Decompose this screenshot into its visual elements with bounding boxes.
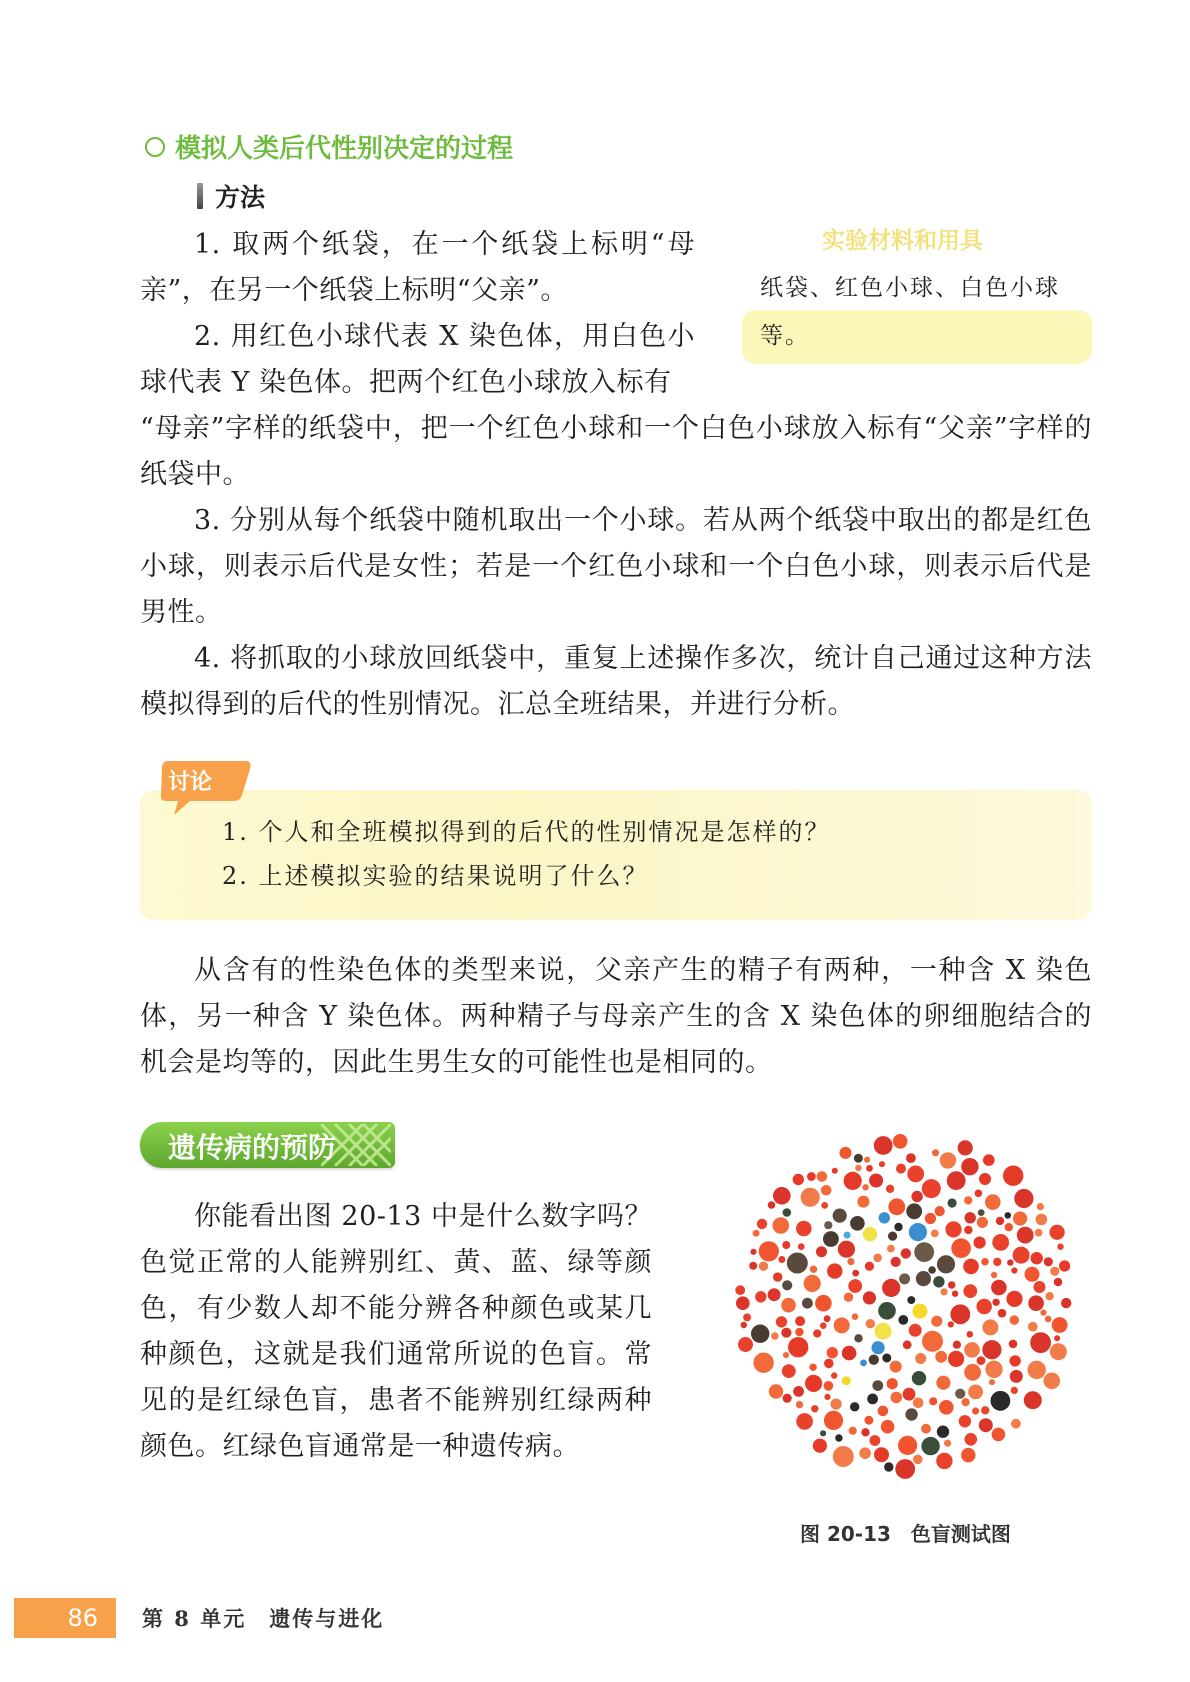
plate-dot [1017,1227,1034,1244]
plate-dot [781,1328,791,1338]
method-steps-wide [140,498,1092,728]
plate-dot [768,1288,781,1301]
plate-dot [1006,1291,1022,1307]
plate-dot [925,1213,936,1224]
materials-title: 实验材料和用具 [822,228,983,254]
plate-dot [827,1347,838,1358]
plate-dot [901,1248,911,1258]
plate-dot [1031,1252,1043,1264]
plate-dot [842,1346,857,1361]
plate-dot [757,1219,767,1229]
plate-dot [893,1134,908,1149]
plate-dot [859,1447,871,1459]
plate-dot [945,1221,961,1237]
plate-dot [898,1315,908,1325]
color-blindness-plate-image [728,1122,1084,1484]
plate-dot [1007,1259,1013,1265]
plate-dot [813,1439,827,1453]
plate-dot [1013,1247,1030,1264]
plate-dot [848,1279,862,1293]
prevention-banner-title: 遗传病的预防 [168,1131,337,1164]
plate-dot [961,1158,978,1175]
plate-dot [991,1272,997,1278]
plate-dot [850,1216,865,1231]
plate-dot [964,1342,980,1358]
plate-dot [802,1298,813,1309]
plate-dot [882,1279,900,1297]
plate-dot [810,1266,817,1273]
plate-dot [992,1234,1009,1251]
plate-dot [817,1171,828,1182]
plate-dot [992,1428,1006,1442]
plate-dot [857,1196,869,1208]
page-number: 86 [14,1598,116,1638]
plate-dot [983,1154,995,1166]
plate-dot [815,1295,832,1312]
plate-dot [840,1147,852,1159]
plate-dot [965,1212,976,1223]
plate-dot [993,1258,1001,1266]
plate-dot [1009,1340,1018,1349]
prevention-paragraph: 你能看出图 20-13 中是什么数字吗？色觉正常的人能辨别红、黄、蓝、绿等颜色，有少数人却不能分辨各种颜色或某几种颜色，这就是我们通常所说的色盲。常见的是红绿色盲，患者不能辨别红绿两种颜色。红绿色盲通常是一种遗传病。 [140,1201,652,1462]
plate-dot [974,1237,986,1249]
plate-dot [773,1217,790,1234]
plate-dot [890,1361,902,1373]
plate-dot [913,1398,924,1409]
section-title: 模拟人类后代性别决定的过程 [175,134,514,164]
plate-dot [1054,1278,1063,1287]
plate-dot [907,1296,915,1304]
plate-dot [891,1392,903,1404]
plate-dot [805,1375,822,1392]
method-heading [197,178,265,214]
plate-dot [905,1408,917,1420]
plate-dot [759,1262,768,1271]
plate-dot [1057,1244,1063,1250]
plate-dot [778,1256,785,1263]
method-step-1: 1. 取两个纸袋，在一个纸袋上标明“母亲”，在另一个纸袋上标明“父亲”。 [140,229,695,306]
plate-dot [820,1430,826,1436]
plate-dot [854,1154,863,1163]
plate-dot [912,1371,926,1385]
plate-dot [821,1202,828,1209]
plate-dot [783,1394,792,1403]
color-blindness-test-plate [728,1122,1084,1484]
discussion-questions [222,810,1082,898]
discussion-question-1: 1. 个人和全班模拟得到的后代的性别情况是怎样的？ [222,818,831,846]
plate-dot [906,1153,916,1163]
plate-dot [922,1331,943,1352]
plate-dot [862,1184,868,1190]
plate-dot [832,1168,838,1174]
plate-dot [888,1232,897,1241]
plate-dot [1040,1310,1046,1316]
plate-dot [1036,1214,1048,1226]
plate-dot [991,1280,1007,1296]
plate-dot [864,1157,870,1163]
plate-dot [831,1399,842,1410]
plate-dot [967,1331,974,1338]
plate-dot [824,1411,843,1430]
plate-dot [916,1271,931,1286]
plate-dot [776,1316,787,1327]
plate-dot [1003,1166,1023,1186]
plate-dot [773,1272,782,1281]
plate-dot [736,1296,750,1310]
plate-dot [787,1253,808,1274]
plate-dot [1011,1387,1018,1394]
plate-dot [831,1372,837,1378]
plate-dot [1050,1267,1059,1276]
plate-dot [849,1427,857,1435]
plate-dot [795,1328,803,1336]
plate-dot [1061,1298,1071,1308]
plate-dot [887,1245,895,1253]
plate-dot [948,1321,954,1327]
method-step-2-start [140,314,695,406]
plate-dot [961,1448,975,1462]
plate-dot [941,1288,948,1295]
plate-dot [824,1315,831,1322]
plate-dot [909,1223,927,1241]
plate-dot [735,1285,745,1295]
plate-dot [878,1406,889,1417]
plate-dot [753,1230,760,1237]
plate-dot [998,1309,1007,1318]
plate-dot [940,1152,956,1168]
plate-dot [928,1266,936,1274]
plate-dot [1059,1260,1070,1271]
plate-dot [1013,1211,1027,1225]
plate-dot [824,1394,830,1400]
plate-dot [870,1435,881,1446]
plate-dot [738,1337,753,1352]
plate-dot [929,1397,937,1405]
plate-dot [1052,1317,1068,1333]
plate-dot [1011,1419,1021,1429]
plate-dot [852,1313,859,1320]
explanation-paragraph: 从含有的性染色体的类型来说，父亲产生的精子有两种，一种含 X 染色体，另一种含 Y 染色体。两种精子与母亲产生的含 X 染色体的卵细胞结合的机会是均等的，因此生男生女的可能性也是相同的。 [140,955,1092,1078]
plate-dot [906,1203,922,1219]
plate-dot [1005,1212,1012,1219]
plate-dot [1044,1373,1061,1390]
plate-dot [948,1198,957,1207]
plate-dot [753,1353,773,1373]
plate-dot [977,1356,986,1365]
figure-caption: 图 20-13 色盲测试图 [800,1522,1011,1546]
plate-dot [935,1206,945,1216]
test-tube-icon [197,183,203,209]
plate-dot [936,1453,952,1469]
plate-dot [991,1391,1011,1411]
plate-dot [816,1246,827,1257]
plate-dot [914,1242,934,1262]
plate-dot [937,1255,955,1273]
plate-dot [913,1455,923,1465]
plate-dot [982,1319,998,1335]
plate-dot [979,1173,991,1185]
plate-dot [972,1407,979,1414]
plate-dot [824,1359,834,1369]
plate-dot [824,1381,834,1391]
plate-dot [939,1400,954,1415]
plate-dot [1028,1295,1044,1311]
plate-dot [936,1376,950,1390]
plate-dot [879,1161,885,1167]
plate-dot [811,1405,818,1412]
plate-dot [1024,1391,1042,1409]
plate-dot [907,1166,924,1183]
plate-dot [749,1262,757,1270]
plate-dot [931,1316,942,1327]
plate-dot [850,1402,859,1411]
plate-dot [989,1379,995,1385]
plate-dot [782,1364,796,1378]
plate-dot [1044,1257,1053,1266]
plate-dot [874,1136,893,1155]
plate-dot [820,1322,827,1329]
plate-dot [948,1281,956,1289]
plate-dot [769,1384,783,1398]
plate-dot [958,1140,973,1155]
plate-dot [798,1243,805,1250]
plate-dot [950,1304,970,1324]
plate-dot [783,1208,792,1217]
plate-dot [935,1351,947,1363]
plate-dot [1035,1229,1043,1237]
method-step-4: 4. 将抓取的小球放回纸袋中，重复上述操作多次，统计自己通过这种方法模拟得到的后代的性别情况。汇总全班结果，并进行分析。 [140,643,1092,720]
plate-dot [894,1223,902,1231]
plate-dot [865,1262,874,1271]
plate-dot [852,1270,859,1277]
plate-dot [1045,1316,1052,1323]
section-heading [145,128,513,165]
plate-dot [833,1209,847,1223]
plate-dot [781,1298,796,1313]
plate-dot [878,1302,896,1320]
plate-dot [796,1401,803,1408]
plate-dot [886,1185,894,1193]
plate-dot [899,1273,910,1284]
plate-dot [952,1291,958,1297]
plate-dot [804,1275,821,1292]
materials-box [742,222,1092,364]
plate-dot [951,1238,971,1258]
plate-dot [1034,1281,1046,1293]
plate-dot [921,1437,939,1455]
plate-dot [801,1188,820,1207]
plate-dot [1050,1343,1067,1360]
unit-label: 第 8 单元 遗传与进化 [142,1606,385,1631]
plate-dot [864,1416,873,1425]
plate-dot [861,1428,869,1436]
method-step-2-end: “母亲”字样的纸袋中，把一个红色小球和一个白色小球放入标有“父亲”字样的纸袋中。 [140,413,1092,490]
plate-dot [968,1385,983,1400]
plate-dot [1054,1335,1060,1341]
plate-dot [833,1446,854,1467]
plate-dot [827,1263,842,1278]
plate-dot [793,1386,804,1397]
plate-dot [992,1299,999,1306]
plate-dot [884,1462,893,1471]
plate-dot [921,1424,931,1434]
plate-dot [953,1341,961,1349]
plate-dot [1030,1332,1051,1353]
plate-dot [866,1319,875,1328]
plate-dot [982,1340,1001,1359]
plate-dot [911,1191,922,1202]
plate-dot [867,1394,878,1405]
plate-dot [888,1198,905,1215]
plate-dot [838,1241,855,1258]
plate-dot [809,1364,816,1371]
plate-dot [1037,1203,1044,1210]
plate-dot [842,1376,851,1385]
plate-dot [869,1174,883,1188]
plate-dot [903,1388,916,1401]
plate-dot [1028,1322,1038,1332]
plate-dot [996,1217,1004,1225]
plate-dot [937,1426,949,1438]
plate-dot [891,1257,901,1267]
discussion-badge-label: 讨论 [168,770,213,795]
plate-dot [844,1293,853,1302]
plate-dot [788,1337,808,1357]
plate-dot [824,1221,832,1229]
plate-dot [978,1209,985,1216]
plate-dot [759,1241,779,1261]
plate-dot [963,1259,979,1275]
plate-dot [955,1389,965,1399]
plate-dot [813,1329,821,1337]
plate-dot [898,1436,917,1455]
materials-text: 纸袋、红色小球、白色小球等。 [760,275,1060,349]
plate-dot [985,1194,1001,1210]
plate-dot [1014,1189,1033,1208]
plate-dot [1045,1292,1053,1300]
plate-dot [944,1440,951,1447]
plate-dot [964,1226,972,1234]
circle-bullet-icon [145,137,165,157]
plate-dot [835,1434,842,1441]
plate-dot [977,1299,992,1314]
plate-dot [873,1254,882,1263]
plate-dot [903,1340,912,1349]
plate-dot [863,1227,878,1242]
plate-dot [1025,1267,1040,1282]
plate-dot [881,1420,895,1434]
plate-dot [977,1217,988,1228]
plate-dot [866,1165,873,1172]
plate-dot [963,1284,977,1298]
plate-dot [964,1364,981,1381]
method-step-2-part-1: 2. 用红色小球代表 X 染色体，用白色小球代表 Y 染色体。把两个红色小球放入标有 [140,321,695,398]
plate-dot [931,1230,939,1238]
plate-dot [962,1398,970,1406]
plate-dot [743,1313,751,1321]
plate-dot [768,1201,776,1209]
plate-dot [872,1341,885,1354]
plate-dot [915,1353,926,1364]
plate-dot [964,1196,972,1204]
plate-dot [933,1276,944,1287]
plate-dot [823,1231,839,1247]
plate-dot [793,1174,804,1185]
plate-dot [755,1291,766,1302]
plate-dot [1050,1225,1065,1240]
plate-dot [947,1171,966,1190]
plate-dot [1010,1315,1020,1325]
plate-dot [847,1258,854,1265]
method-title: 方法 [215,183,266,212]
plate-dot [1010,1370,1023,1383]
plate-dot [795,1316,805,1326]
prevention-banner [140,1122,395,1168]
plate-dot [782,1241,790,1249]
discussion-badge [156,755,254,813]
plate-dot [844,1232,851,1239]
plate-dot [959,1415,971,1427]
plate-dot [882,1354,891,1363]
plate-dot [922,1179,941,1198]
plate-dot [741,1322,747,1328]
plate-dot [1009,1355,1020,1366]
plate-dot [879,1212,890,1223]
plate-dot [887,1378,898,1389]
plate-dot [783,1352,789,1358]
plate-dot [979,1418,993,1432]
plate-dot [834,1317,850,1333]
plate-dot [948,1351,964,1367]
plate-dot [796,1221,812,1237]
plate-dot [807,1172,816,1181]
plate-dot [863,1291,876,1304]
plate-dot [909,1324,922,1337]
plate-dot [750,1249,756,1255]
method-step-3: 3. 分别从每个纸袋中随机取出一个小球。若从两个纸袋中取出的都是红色小球，则表示后代是女性；若是一个红色小球和一个白色小球，则表示后代是男性。 [140,505,1092,628]
plate-dot [872,1380,883,1391]
method-steps-narrow [140,222,695,314]
plate-dot [771,1332,779,1340]
plate-dot [913,1304,928,1319]
plate-dot [1005,1223,1013,1231]
plate-dot [782,1280,792,1290]
discussion-question-2: 2. 上述模拟实验的结果说明了什么？ [222,862,649,890]
plate-dot [965,1433,978,1446]
plate-dot [875,1323,892,1340]
plate-dot [869,1355,879,1365]
plate-dot [796,1413,813,1430]
plate-dot [895,1459,915,1479]
plate-dot [975,1190,983,1198]
plate-dot [773,1187,791,1205]
plate-dot [854,1334,862,1342]
plate-dot [981,1258,988,1265]
plate-dot [981,1406,989,1414]
plate-dot [844,1172,862,1190]
plate-dot [751,1325,769,1343]
plate-dot [896,1164,906,1174]
plate-dot [821,1185,832,1196]
plate-dot [860,1360,867,1367]
plate-dot [1011,1267,1017,1273]
plate-dot [874,1447,889,1462]
plate-dot [855,1165,862,1172]
plate-dot [985,1361,1002,1378]
plate-dot [1028,1361,1046,1379]
plate-dot [932,1149,939,1156]
